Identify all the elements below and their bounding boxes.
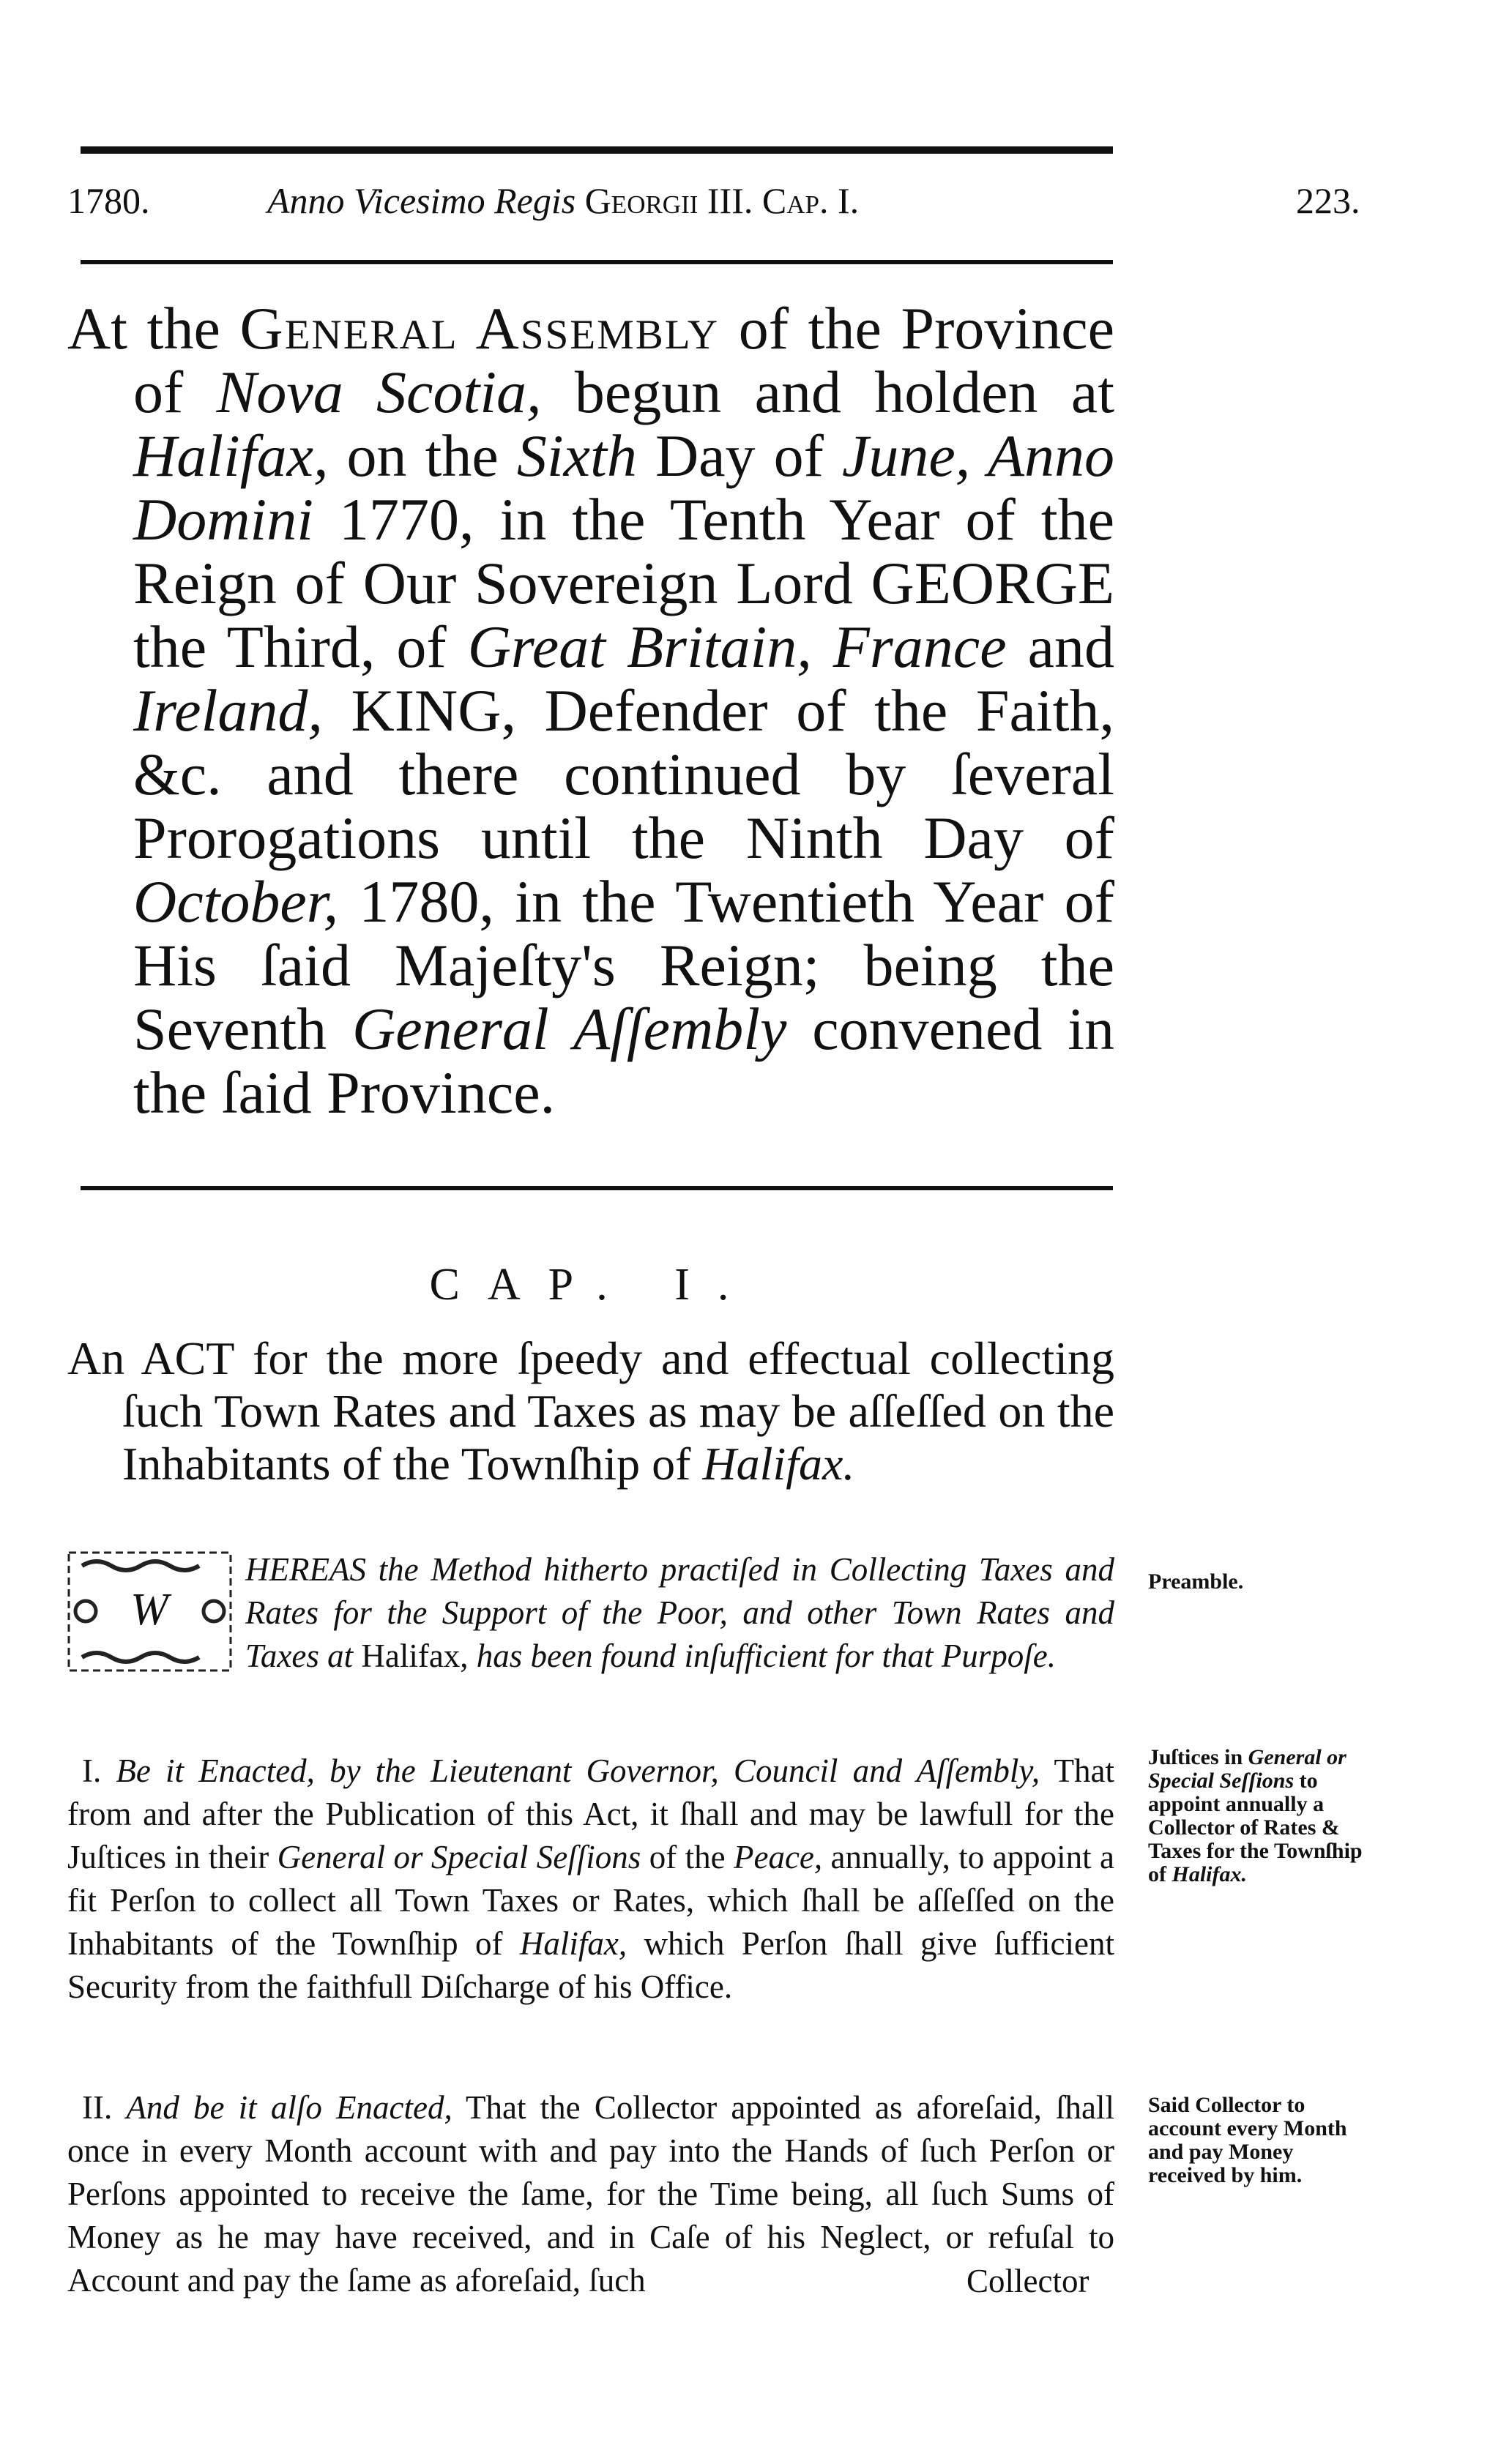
section-1-text-b: of the <box>641 1839 734 1875</box>
preamble-paragraph <box>67 1548 1114 1678</box>
section-2-number: II. <box>82 2089 127 2126</box>
preamble-place: Halifax, <box>361 1638 469 1674</box>
assembly-t13: and <box>1006 613 1114 680</box>
svg-text:W: W <box>130 1585 168 1635</box>
assembly-t10: June, Anno Domini <box>133 422 1114 553</box>
assembly-t17: 1780, in the Twentieth Year of His ſaid Majeſty's Reign; being the Seventh <box>133 868 1114 1062</box>
assembly-t5: begun and holden at <box>541 359 1114 425</box>
assembly-t2: General Assembly <box>239 295 720 362</box>
header-year: 1780. <box>67 180 150 221</box>
section-2-paragraph <box>67 2086 1114 2302</box>
assembly-t16: October, <box>133 868 339 935</box>
act-title-text: An ACT for the more ſpeedy and effectual collecting ſuch Town Rates and Taxes as may be aſſeſſed on the Inhabitants of the Townſhip of <box>67 1332 1114 1490</box>
ornamental-initial-w-icon <box>67 1551 232 1672</box>
header-rule <box>81 260 1113 264</box>
margin-note-justices-b: General or Special Seſſions <box>1148 1745 1346 1793</box>
catchword: Collector <box>966 2263 1089 2299</box>
section-1-sessions: General or Special Seſſions <box>277 1839 641 1875</box>
section-1-text-a: That from and after the Publication of this Act, it ſhall and may be lawfull for the Juſtices in their <box>67 1752 1114 1875</box>
assembly-t8: Sixth <box>516 422 637 489</box>
section-1-place: Halifax, <box>519 1925 627 1962</box>
running-title <box>267 179 859 222</box>
margin-note-justices <box>1148 1746 1375 1886</box>
assembly-t12: Great Britain, France <box>467 613 1007 680</box>
assembly-t19: convened in the ſaid Province. <box>133 996 1115 1126</box>
preamble-text-2: has been found inſufficient for that Purpoſe. <box>468 1638 1056 1674</box>
top-rule <box>81 146 1113 154</box>
margin-note-preamble: Preamble. <box>1148 1569 1244 1594</box>
margin-note-justices-a: Juſtices in <box>1148 1745 1248 1769</box>
section-1-paragraph <box>67 1750 1114 2009</box>
assembly-t18: General Aſſembly <box>351 996 787 1062</box>
assembly-t7: on the <box>328 422 517 489</box>
margin-note-collector: Said Collector to account every Month and pay Money received by him. <box>1148 2093 1347 2187</box>
act-title-place: Halifax. <box>702 1438 855 1490</box>
assembly-t6: Halifax, <box>133 422 329 489</box>
assembly-t1: At the <box>67 295 240 362</box>
margin-note-justices-d: Halifax. <box>1171 1862 1247 1886</box>
section-1-enacting: Be it Enacted, by the Lieutenant Governor, Council and Aſſembly, <box>116 1752 1040 1789</box>
assembly-t3: of the Province of <box>133 295 1114 425</box>
section-2-text: That the Collector appointed as aforeſaid, ſhall once in every Month account with and pay into the Hands of ſuch Perſon or Perſons appointed to receive the ſame, for the Time being, all ſuch Sums of Money as he may have received, and in Caſe of his Neglect, or refuſal to Account and pay the ſame as aforeſaid, ſuch <box>67 2089 1114 2299</box>
preamble-text-1: HEREAS the Method hitherto practiſed in Collecting Taxes and Rates for the Support of the Poor, and other Town Rates and Taxes at <box>245 1551 1114 1674</box>
assembly-t4: Nova Scotia, <box>216 359 542 425</box>
running-title-italic: Anno Vicesimo Regis <box>267 180 576 221</box>
section-1-text-d: which Perſon ſhall give ſufficient Security from the faithfull Diſcharge of his Office. <box>67 1925 1115 2005</box>
section-2-enacting: And be it alſo Enacted, <box>126 2089 452 2126</box>
assembly-t9: Day of <box>636 422 843 489</box>
running-title-georgii: Georgii <box>584 180 699 221</box>
assembly-t14: Ireland, <box>133 677 323 744</box>
assembly-t11: 1770, in the Tenth Year of the Reign of Our Sovereign Lord GEORGE the Third, of <box>133 486 1114 680</box>
assembly-t15: KING, Defender of the Faith, &c. and there continued by ſeveral Prorogations until the Ninth Day of <box>133 677 1114 871</box>
page-number: 223. <box>1296 180 1360 221</box>
section-1-peace: Peace, <box>733 1839 823 1875</box>
assembly-paragraph <box>67 296 1114 1124</box>
section-rule <box>81 1186 1113 1190</box>
section-1-number: I. <box>82 1752 116 1789</box>
running-title-rest: III. Cap. I. <box>707 180 860 221</box>
margin-note-justices-c: to appoint annually a Collector of Rates & Taxes for the Townſhip of <box>1148 1769 1363 1886</box>
act-title <box>67 1332 1114 1490</box>
chapter-heading: CAP. I. <box>429 1260 757 1310</box>
section-1-text-c: annually, to appoint a fit Perſon to collect all Town Taxes or Rates, which ſhall be aſſeſſed on the Inhabitants of the Townſhip of <box>67 1839 1115 1962</box>
